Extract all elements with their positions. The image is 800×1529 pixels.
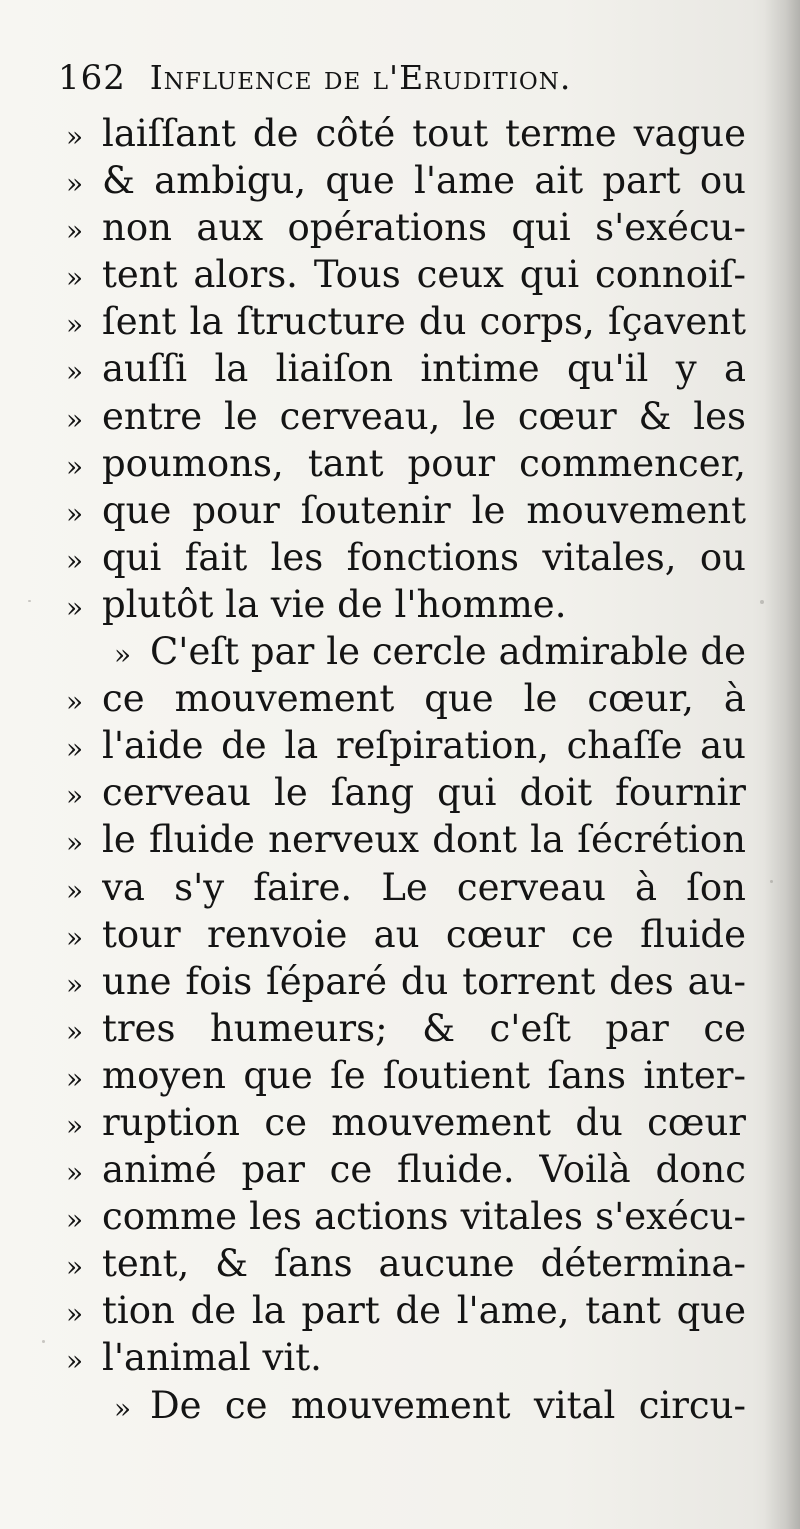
quotation-mark: » — [66, 1108, 84, 1142]
text-line — [66, 440, 746, 487]
line-text: auſſi la liaiſon intime qu'il y a — [102, 347, 746, 391]
text-line — [66, 1382, 746, 1429]
text-line — [66, 958, 746, 1005]
quotation-mark: » — [66, 543, 84, 577]
text-line — [66, 581, 746, 628]
text-line — [66, 769, 746, 816]
quotation-mark: » — [66, 1203, 84, 1237]
line-text: qui fait les fonctions vitales, ou — [102, 535, 746, 579]
line-text: le fluide nerveux dont la ſécrétion — [102, 818, 746, 862]
paper-speck — [760, 600, 764, 604]
text-line — [66, 864, 746, 911]
quotation-mark: » — [66, 261, 84, 295]
quotation-mark: » — [66, 308, 84, 342]
text-line — [66, 675, 746, 722]
running-head-title: Influence de l'Erudition. — [149, 58, 572, 97]
quotation-mark: » — [66, 826, 84, 860]
line-text: C'eſt par le cercle admirable de — [150, 630, 746, 674]
quotation-mark: » — [114, 1391, 132, 1425]
text-line — [66, 1334, 746, 1381]
line-text: poumons, tant pour commencer, — [102, 441, 746, 485]
quotation-mark: » — [66, 685, 84, 719]
quotation-mark: » — [66, 1014, 84, 1048]
text-line — [66, 1287, 746, 1334]
text-line — [66, 1099, 746, 1146]
quotation-mark: » — [66, 590, 84, 624]
quotation-mark: » — [66, 120, 84, 153]
text-line — [66, 816, 746, 863]
quotation-mark: » — [66, 355, 84, 389]
quotation-mark: » — [66, 873, 84, 907]
line-text: tour renvoie au cœur ce fluide — [102, 912, 746, 956]
line-text: plutôt la vie de l'homme. — [102, 582, 567, 626]
text-line — [66, 110, 746, 157]
line-text: l'aide de la reſpiration, chaſſe au — [102, 724, 746, 768]
line-text: va s'y faire. Le cerveau à ſon — [102, 865, 746, 909]
line-text: que pour ſoutenir le mouvement — [102, 488, 746, 532]
text-line — [66, 298, 746, 345]
paper-speck — [28, 600, 31, 602]
text-line — [66, 345, 746, 392]
text-line — [66, 487, 746, 534]
quotation-mark: » — [66, 920, 84, 954]
line-text: & ambigu, que l'ame ait part ou — [102, 159, 746, 203]
page-gutter-shadow — [764, 0, 800, 1529]
line-text: ruption ce mouvement du cœur — [102, 1100, 746, 1144]
quotation-mark: » — [66, 967, 84, 1001]
line-text: cerveau le ſang qui doit fournir — [102, 771, 746, 815]
quotation-mark: » — [66, 779, 84, 813]
text-line — [66, 534, 746, 581]
paper-speck — [770, 880, 773, 883]
line-text: moyen que ſe ſoutient ſans inter- — [102, 1053, 746, 1097]
text-line — [66, 911, 746, 958]
quotation-mark: » — [66, 167, 84, 201]
line-text: l'animal vit. — [102, 1336, 322, 1380]
quotation-mark: » — [66, 214, 84, 248]
text-line — [66, 1240, 746, 1287]
quotation-mark: » — [114, 638, 132, 672]
line-text: entre le cerveau, le cœur & les — [102, 394, 746, 438]
text-line — [66, 722, 746, 769]
text-line — [66, 393, 746, 440]
text-line — [66, 251, 746, 298]
text-line — [66, 1146, 746, 1193]
line-text: ſent la ſtructure du corps, ſçavent — [102, 300, 746, 344]
line-text: animé par ce fluide. Voilà donc — [102, 1148, 746, 1192]
text-line — [66, 628, 746, 675]
line-text: tent, & ſans aucune détermina- — [102, 1242, 746, 1286]
quotation-mark: » — [66, 1344, 84, 1378]
line-text: tent alors. Tous ceux qui connoiſ- — [102, 253, 746, 297]
quotation-mark: » — [66, 496, 84, 530]
line-text: laiſſant de côté tout terme vague — [102, 112, 746, 155]
running-head — [58, 58, 748, 110]
quotation-mark: » — [66, 1061, 84, 1095]
quotation-mark: » — [66, 1297, 84, 1331]
text-line — [66, 157, 746, 204]
quotation-mark: » — [66, 1250, 84, 1284]
line-text: tion de la part de l'ame, tant que — [102, 1289, 746, 1333]
text-line — [66, 1052, 746, 1099]
body-text — [66, 110, 746, 1429]
quotation-mark: » — [66, 1156, 84, 1190]
paper-speck — [42, 1340, 45, 1343]
line-text: De ce mouvement vital circu- — [150, 1383, 746, 1427]
line-text: non aux opérations qui s'exécu- — [102, 206, 746, 250]
line-text: ce mouvement que le cœur, à — [102, 677, 746, 721]
text-line — [66, 1005, 746, 1052]
text-line — [66, 1193, 746, 1240]
line-text: tres humeurs; & c'eſt par ce — [102, 1006, 746, 1050]
quotation-mark: » — [66, 402, 84, 436]
line-text: une fois ſéparé du torrent des au- — [102, 959, 746, 1003]
page-number: 162 — [58, 58, 126, 98]
text-line — [66, 204, 746, 251]
quotation-mark: » — [66, 449, 84, 483]
line-text: comme les actions vitales s'exécu- — [102, 1195, 746, 1239]
quotation-mark: » — [66, 732, 84, 766]
